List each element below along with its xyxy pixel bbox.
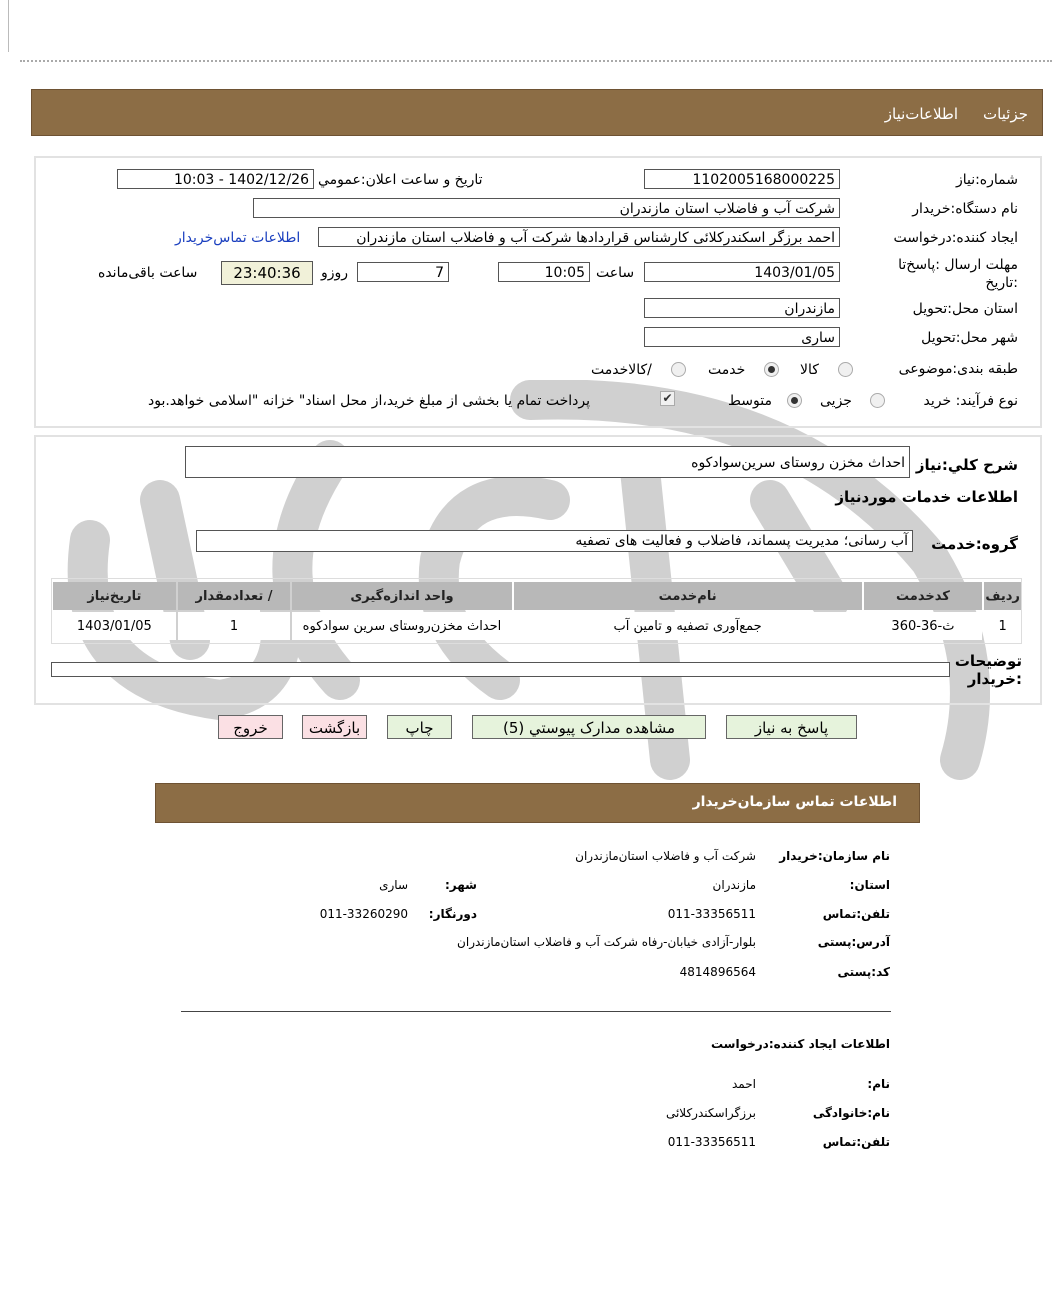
contact-address-label: آدرس:پستی [817, 935, 890, 949]
contact-postal-value: 4814896564 [679, 965, 756, 979]
buyer-org-label: نام دستگاه:خریدار [912, 201, 1018, 217]
reply-button[interactable]: پاسخ به نیاز [726, 715, 857, 739]
contact-phone-value: 011-33356511 [667, 907, 756, 921]
tab-need-info[interactable]: اطلاعات‌نیاز [884, 105, 958, 123]
contact-province-value: مازندران [712, 878, 756, 892]
contact-fax-label: دورنگار: [428, 907, 477, 921]
left-edge-line [8, 0, 9, 52]
contact-postal-label: کد:پستی [837, 965, 890, 979]
creator-field: احمد برزگر اسکندرکلائی کارشناس قراردادها شرکت آب و فاضلاب استان مازندران [318, 227, 840, 247]
cell-quantity: 1 [178, 612, 291, 640]
cell-need-date: 1403/01/05 [53, 612, 176, 640]
section-divider [181, 1011, 891, 1012]
contact-phone-label: تلفن:تماس [822, 907, 890, 921]
cell-service-name: جمع‌آوری تصفیه و تامین آب [514, 612, 862, 640]
col-row-number: ردیف [984, 582, 1021, 610]
deadline-time-field: 10:05 [498, 262, 590, 282]
top-dotted-divider [20, 60, 1052, 62]
province-field: مازندران [644, 298, 840, 318]
cell-unit: احداث مخزن‌روستای سرین سوادکوه [292, 612, 511, 640]
creator-name-label: نام: [867, 1077, 890, 1091]
service-group-field: آب رسانی؛ مدیریت پسماند، فاضلاب و فعالیت های تصفیه [196, 530, 913, 552]
days-field: 7 [357, 262, 449, 282]
org-value: شرکت آب و فاضلاب استان‌مازندران [575, 849, 756, 863]
back-button[interactable]: بازگشت [302, 715, 367, 739]
col-service-name: نام‌خدمت [514, 582, 862, 610]
creator-label: ایجاد کننده:درخواست [893, 230, 1018, 246]
remaining-timer: 23:40:36 [221, 261, 313, 285]
contact-header-bar [155, 783, 920, 823]
creator-info-title: اطلاعات ایجاد کننده:درخواست [710, 1037, 890, 1051]
deadline-date-field: 1403/01/05 [644, 262, 840, 282]
cell-service-code: ث-36-360 [864, 612, 983, 640]
summary-label: شرح کلي:نیاز [915, 456, 1018, 474]
buyer-org-field: شرکت آب و فاضلاب استان مازندران [253, 198, 840, 218]
contact-title: اطلاعات تماس سازمان‌خریدار [692, 794, 897, 810]
org-label: نام سازمان:خریدار [779, 849, 890, 863]
process-option-minor: جزیی [820, 393, 852, 409]
category-option-goods-service: /کالاخدمت [591, 362, 652, 378]
buyer-notes-field [51, 662, 950, 677]
announce-field: 1402/12/26 - 10:03 [117, 169, 314, 189]
contact-fax-value: 011-33260290 [319, 907, 408, 921]
province-label: استان محل:تحویل [912, 301, 1018, 317]
summary-field: احداث مخزن روستای سرین‌سوادکوه [185, 446, 910, 478]
need-info-panel [34, 156, 1042, 428]
col-service-code: کدخدمت [864, 582, 983, 610]
process-radio-medium[interactable] [787, 393, 802, 408]
creator-phone-label: تلفن:تماس [822, 1135, 890, 1149]
service-group-label: گروه:خدمت [931, 535, 1018, 553]
treasury-checkbox[interactable]: ✔ [660, 391, 675, 406]
process-option-medium: متوسط [728, 393, 772, 409]
payment-note: پرداخت تمام یا بخشی از مبلغ خرید،از محل اسناد" خزانه "اسلامی خواهد.بود [148, 393, 591, 409]
exit-button[interactable]: خروج [218, 715, 283, 739]
need-number-label: شماره:نیاز [955, 172, 1018, 188]
cell-row-number: 1 [984, 612, 1021, 640]
category-radio-goods-service[interactable] [671, 362, 686, 377]
contact-city-value: ساری [379, 878, 408, 892]
services-title: اطلاعات خدمات موردنیاز [835, 488, 1018, 506]
category-radio-service[interactable] [764, 362, 779, 377]
category-option-goods: کالا [800, 362, 819, 378]
remaining-label: ساعت باقی‌مانده [98, 265, 198, 281]
deadline-label: مهلت ارسال :پاسخ‌تا :تاریخ [898, 257, 1018, 291]
process-label: نوع فرآیند: خرید [923, 393, 1018, 409]
header-bar [31, 89, 1043, 136]
category-label: طبقه بندی:موضوعی [898, 361, 1018, 377]
tab-details[interactable]: جزئیات [983, 105, 1028, 123]
table-outer-border [51, 578, 1022, 644]
city-field: ساری [644, 327, 840, 347]
need-number-field: 1102005168000225 [644, 169, 840, 189]
creator-phone-value: 011-33356511 [667, 1135, 756, 1149]
days-label: روزو [321, 265, 349, 281]
deadline-time-label: ساعت [596, 265, 635, 281]
contact-province-label: استان: [849, 878, 890, 892]
col-unit: واحد اندازه‌گیری [292, 582, 511, 610]
contact-city-label: شهر: [445, 878, 477, 892]
attachments-button[interactable]: مشاهده مدارک پيوستي (5) [472, 715, 706, 739]
announce-label: تاریخ و ساعت اعلان:عمومي [318, 172, 483, 188]
category-option-service: خدمت [708, 362, 746, 378]
creator-family-value: برزگراسکندرکلائی [665, 1106, 756, 1120]
city-label: شهر محل:تحویل [921, 330, 1018, 346]
creator-name-value: احمد [732, 1077, 756, 1091]
category-radio-goods[interactable] [838, 362, 853, 377]
buyer-notes-label: توضیحات :خریدار [954, 652, 1022, 688]
col-quantity: / تعدادمقدار [178, 582, 291, 610]
process-radio-minor[interactable] [870, 393, 885, 408]
contact-address-value: بلوار-آزادی خیابان-رفاه شرکت آب و فاضلاب استان‌مازندران [457, 935, 756, 949]
creator-family-label: نام:خانوادگی [812, 1106, 890, 1120]
buyer-contact-link[interactable]: اطلاعات تماس‌خریدار [175, 230, 301, 246]
col-need-date: تاریخ‌نیاز [53, 582, 176, 610]
print-button[interactable]: چاپ [387, 715, 452, 739]
